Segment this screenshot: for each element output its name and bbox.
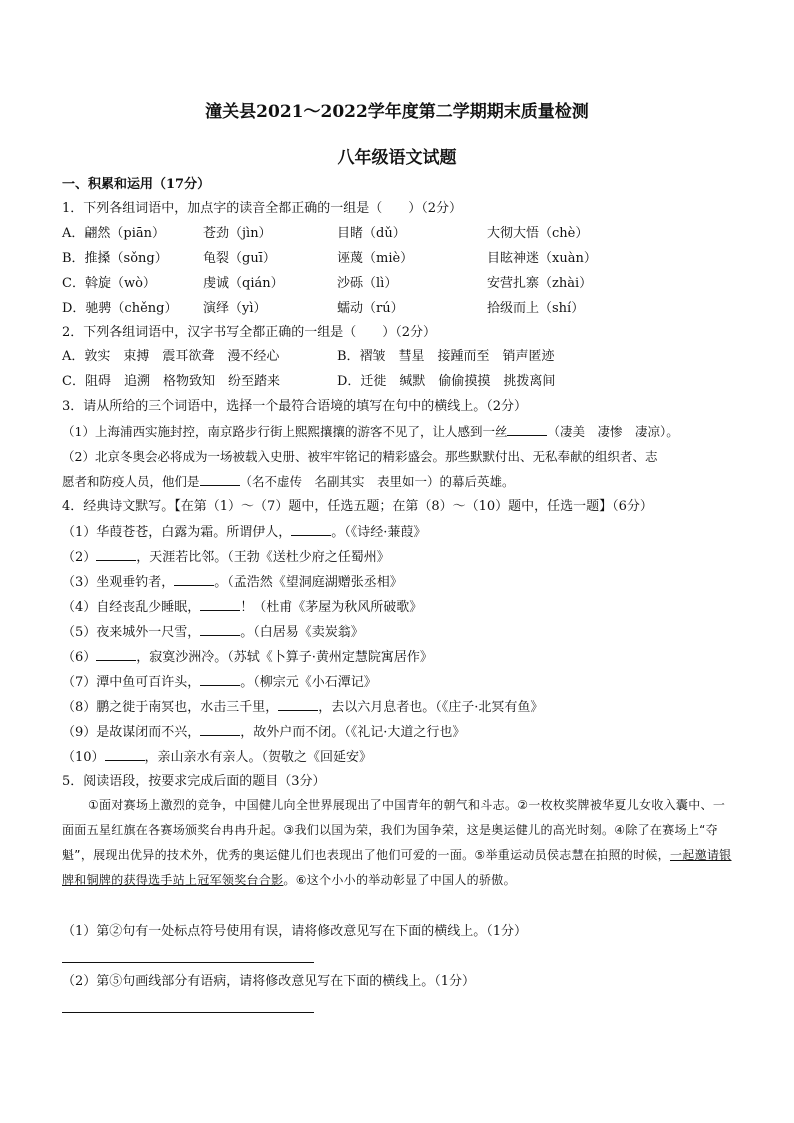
q3-sentence-2b: 愿者和防疫人员，他们是 （名不虚传 名副其实 表里如一）的幕后英雄。 [62,474,515,489]
answer-blank[interactable] [507,423,547,436]
reading-paragraph: ①面对赛场上激烈的竞争，中国健儿向全世界展现出了中国青年的朝气和斗志。②一枚枚奖牌被华夏儿女收入囊中、一面面五星红旗在各赛场颁奖台冉冉升起。③我们以国为荣，我们为国争荣，这是奥运健儿的高光时刻。④除了在赛场上“夺魁”，展现出优异的技术外，优秀的奥运健儿们也表现出了他们可爱的一面。⑤举重运动员侯志慧在拍照的时候，一起邀请银牌和铜牌的获得选手站上冠军领奖台合影。⑥这个小小的举动彰显了中国人的骄傲。 [62,798,732,887]
q1-option-cell: 苍劲（jìn） [203,226,272,241]
answer-blank[interactable] [200,598,240,611]
q4-item: （3）坐观垂钓者， 。（孟浩然《望洞庭湖赠张丞相》 [62,575,403,590]
q4-item: （6） ，寂寞沙洲冷。（苏轼《卜算子·黄州定慧院寓居作》 [62,650,433,665]
q2-stem: 2．下列各组词语中，汉字书写全都正确的一组是（ ）（2分） [62,325,437,340]
q1-option-cell: 目眩神迷（xuàn） [487,251,597,266]
q5-sub2: （2）第⑤句画线部分有语病，请将修改意见写在下面的横线上。（1分） [62,974,476,989]
q1-option-cell: 安营扎寨（zhài） [487,276,593,291]
exam-subtitle: 八年级语文试题 [337,148,457,168]
underlined-sentence: 一起邀请银牌和铜牌的获得选手站上冠军领奖台合影 [62,848,732,887]
q1-option-cell: 大彻大悟（chè） [487,226,589,241]
answer-blank[interactable] [278,698,318,711]
q1-option-cell: 蠕动（rú） [337,301,404,316]
q4-item: （8）鹏之徙于南冥也，水击三千里， ，去以六月息者也。（《庄子·北冥有鱼》 [62,700,544,715]
q4-item: （5）夜来城外一尺雪， 。（白居易《卖炭翁》 [62,625,364,640]
q5-sub1: （1）第②句有一处标点符号使用有误，请将修改意见写在下面的横线上。（1分） [62,924,528,939]
q3-sentence-1: （1）上海浦西实施封控，南京路步行街上熙熙攘攘的游客不见了，让人感到一丝 （凄美 凄惨 凄凉）。 [62,424,679,439]
q2-option-a: A．敦实 束搏 震耳欲聋 漫不经心 [62,349,280,364]
q1-option-cell: 沙砾（lì） [337,276,398,291]
q4-item: （9）是故谋闭而不兴， ，故外户而不闭。（《礼记·大道之行也》 [62,725,466,740]
q3-sentence-2a: （2）北京冬奥会必将成为一场被载入史册、被牢牢铭记的精彩盛会。那些默默付出、无私奉献的组织者、志 [62,449,658,464]
q1-option-cell: 目睹（dǔ） [337,226,406,241]
q1-option-cell: 演绎（yì） [203,301,267,316]
exam-title: 潼关县2021～2022学年度第二学期期末质量检测 [205,102,589,122]
answer-blank[interactable] [200,473,240,486]
q4-item: （2） ，天涯若比邻。（王勃《送杜少府之任蜀州》 [62,550,390,565]
q2-option-c: C．阻碍 追溯 格物致知 纷至踏来 [62,374,280,389]
answer-blank[interactable] [105,748,145,761]
q1-option-cell: 拾级而上（shí） [487,301,585,316]
q4-item: （7）潭中鱼可百许头， 。（柳宗元《小石潭记》 [62,675,377,690]
q3-stem: 3．请从所给的三个词语中，选择一个最符合语境的填写在句中的横线上。（2分） [62,399,528,414]
q1-option-cell: A．翩然（piān） [62,226,165,241]
answer-blank[interactable] [96,548,136,561]
q4-stem: 4．经典诗文默写。【在第（1）～（7）题中，任选五题；在第（8）～（10）题中，任选一题】（6分） [62,499,653,514]
q4-item: （1）华葭苍苍，白露为霜。所谓伊人， 。（《诗经·蒹葭》 [62,525,427,540]
answer-blank[interactable] [200,673,240,686]
q2-option-b: B．褶皱 彗星 接踵而至 销声匿迹 [337,349,555,364]
answer-line-1[interactable] [62,962,314,963]
answer-blank[interactable] [291,523,331,536]
q1-option-cell: 龟裂（guī） [203,251,276,266]
q1-option-cell: B．推搡（sǒng） [62,251,168,266]
q4-item: （10） ，亲山亲水有亲人。（贺敬之《回延安》 [62,750,373,765]
answer-blank[interactable] [174,573,214,586]
q1-option-cell: D．驰骋（chěng） [62,301,178,316]
q2-option-d: D．迁徙 缄默 偷偷摸摸 挑拨离间 [337,374,556,389]
q4-item: （4）自经丧乱少睡眠， ！（杜甫《茅屋为秋风所破歌》 [62,600,423,615]
q1-option-cell: 虔诚（qián） [203,276,284,291]
answer-blank[interactable] [200,623,240,636]
answer-blank[interactable] [200,723,240,736]
q5-stem: 5．阅读语段，按要求完成后面的题目（3分） [62,774,326,789]
q1-option-cell: 诬蔑（miè） [337,251,414,266]
q1-stem: 1．下列各组词语中，加点字的读音全都正确的一组是（ ）（2分） [62,201,463,216]
q1-option-cell: C．斡旋（wò） [62,276,156,291]
answer-line-2[interactable] [62,1012,314,1013]
answer-blank[interactable] [96,648,136,661]
section-heading: 一、积累和运用（17分） [62,177,211,192]
